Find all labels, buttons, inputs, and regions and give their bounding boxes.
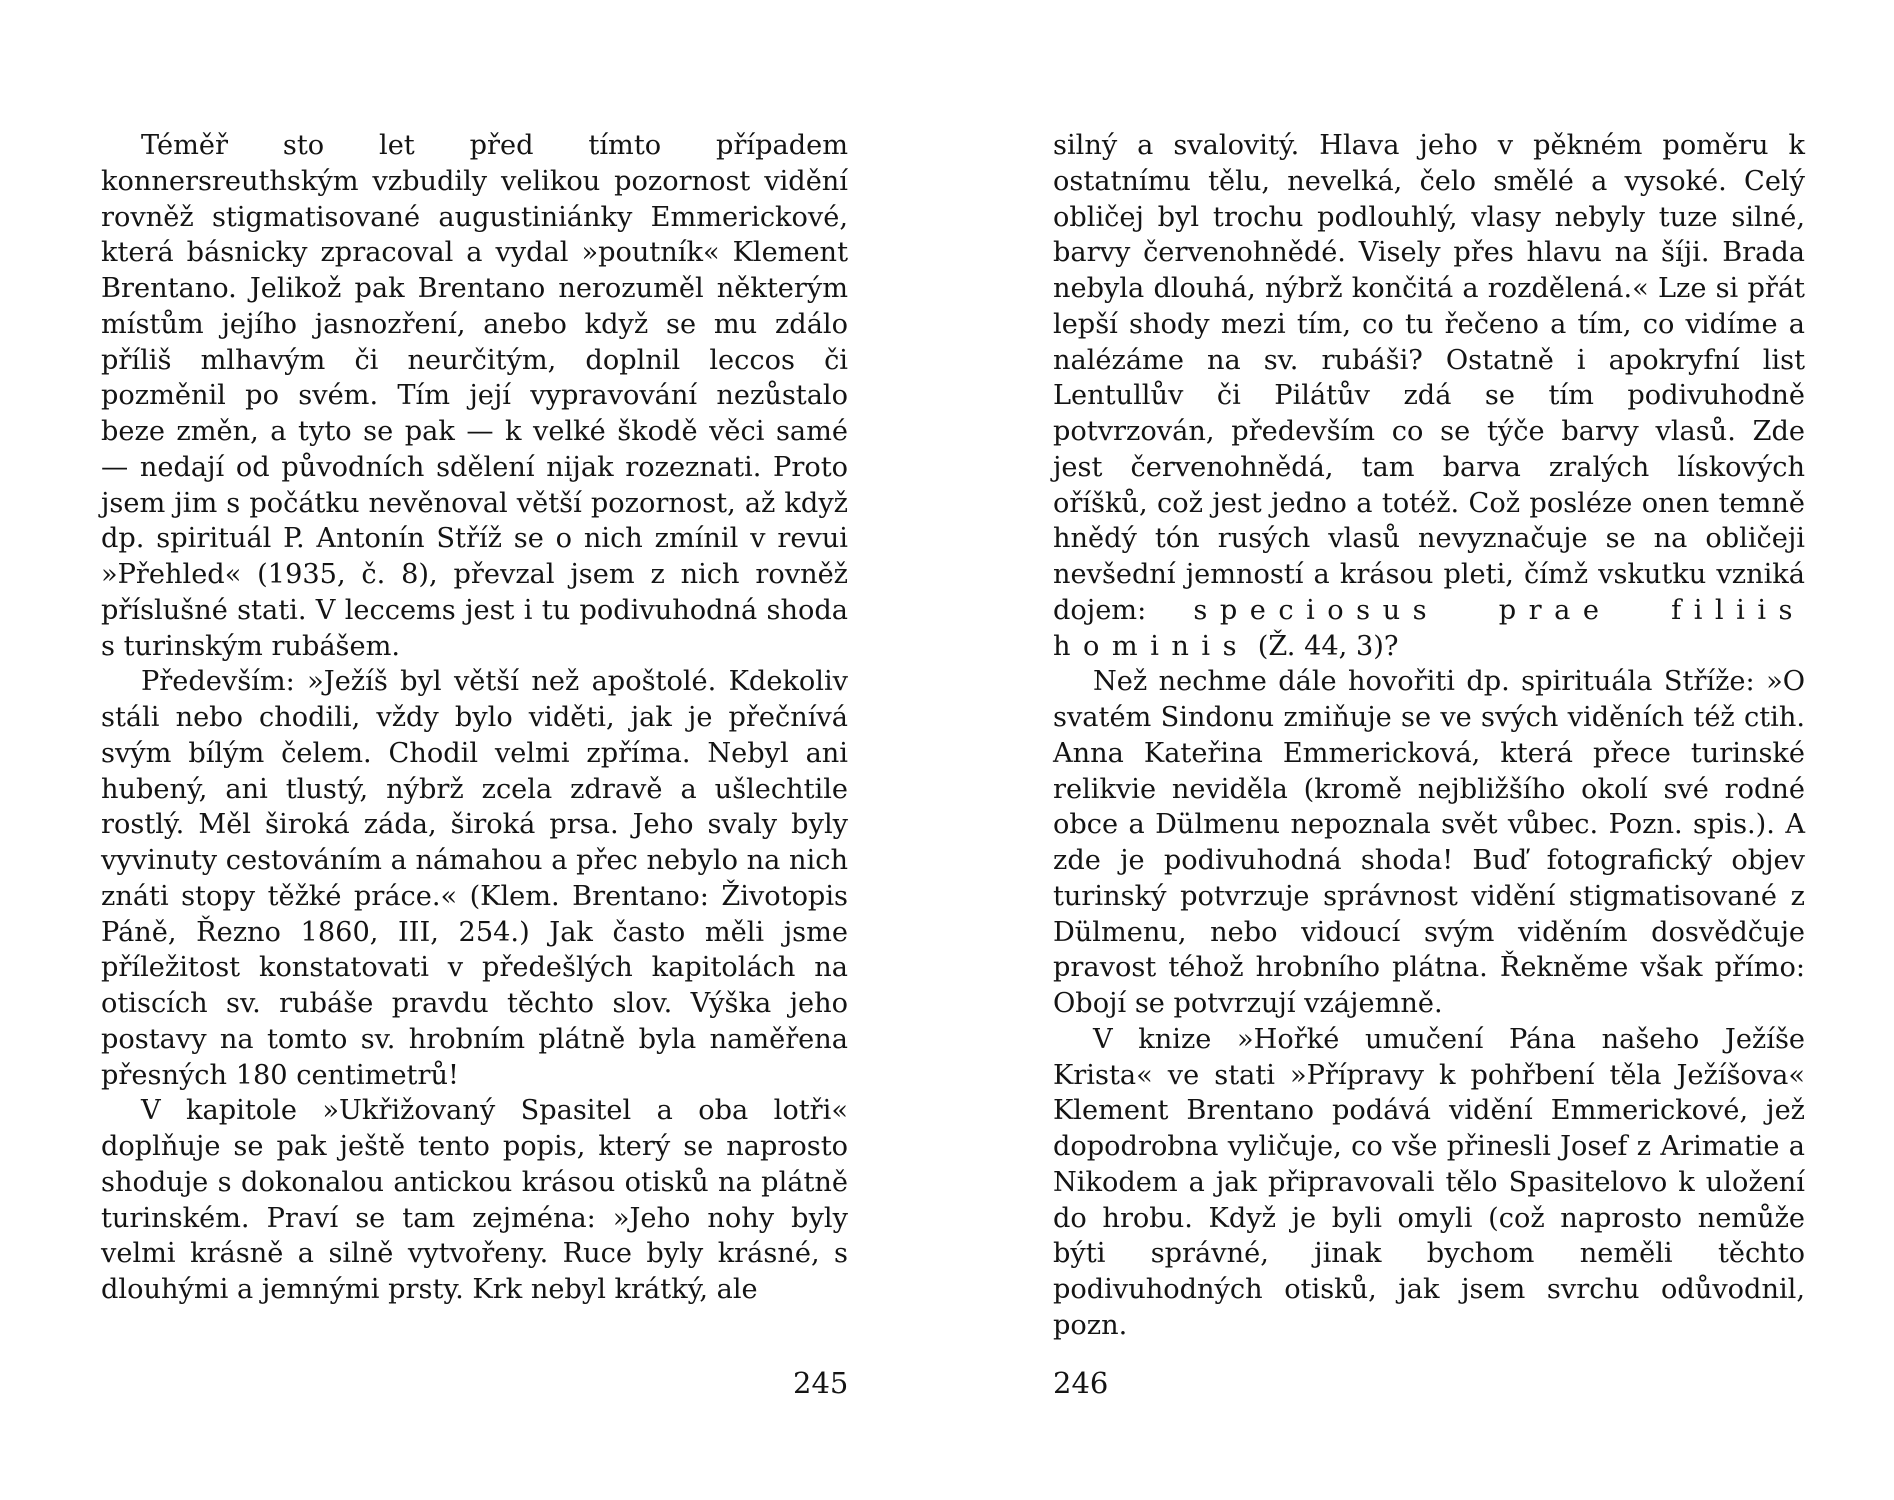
paragraph: V knize »Hořké umučení Pána našeho Ježíše Krista« ve stati »Přípravy k pohřbení těla Ježíšova« Klement Brentano podává vidění Emmerickové, jež dopodrobna vyličuje, co vše přinesli Josef z Arimatie a Nikodem a jak připravovali tělo Spasitelovo k uložení do hrobu. Když je byli omyli (což naprosto nemůže býti správné, jinak bychom neměli těchto podivuhodných otisků, jak jsem svrchu odůvodnil, pozn. bbox=[1053, 1023, 1805, 1341]
paragraph: Především: »Ježíš byl větší než apoštolé. Kdekoliv stáli nebo chodili, vždy bylo viděti, jak je přečnívá svým bílým čelem. Chodil velmi zpříma. Nebyl ani hubený, ani tlustý, nýbrž zcela zdravě a ušlechtile rostlý. Měl široká záda, široká prsa. Jeho svaly byly vyvinuty cestováním a námahou a přec nebylo na nich znáti stopy těžké práce.« (Klem. Brentano: Životopis Páně, Řezno 1860, III, 254.) Jak často měli jsme příležitost konstatovati v předešlých kapitolách na otiscích sv. rubáše pravdu těchto slov. Výška jeho postavy na tomto sv. hrobním plátně byla naměřena přesných 180 centimetrů! bbox=[101, 666, 848, 1091]
paragraph: Než nechme dále hovořiti dp. spirituála Stříže: »O svatém Sindonu zmiňuje se ve svých viděních též ctih. Anna Kateřina Emmericková, která přece turinské relikvie neviděla (kromě nejbližšího okolí své rodné obce a Dülmenu nepoznala svět vůbec. Pozn. spis.). A zde je podivuhodná shoda! Buď fotografický objev turinský potvrzuje správnost vidění stigmatisované z Dülmenu, nebo vidoucí svým viděním dosvědčuje pravost téhož hrobního plátna. Řekněme však přímo: Obojí se potvrzují vzájemně. bbox=[1053, 666, 1805, 1019]
right-page bbox=[1053, 128, 1805, 1344]
paragraph: Téměř sto let před tímto případem konnersreuthským vzbudily velikou pozornost vidění rovněž stigmatisované augustiniánky Emmerickové, která básnicky zpracoval a vydal »poutník« Klement Brentano. Jelikož pak Brentano nerozuměl některým místům jejího jasnozření, anebo když se mu zdálo příliš mlhavým či neurčitým, doplnil leccos či pozměnil po svém. Tím její vypravování nezůstalo beze změn, a tyto se pak — k velké škodě věci samé — nedají od původních sdělení nijak rozeznati. Proto jsem jim s počátku nevěnoval větší pozornost, až když dp. spirituál P. Antonín Stříž se o nich zmínil v revui »Přehled« (1935, č. 8), převzal jsem z nich rovněž příslušné stati. V leccems jest i tu podivuhodná shoda s turinským rubášem. bbox=[101, 130, 848, 662]
left-page-text bbox=[101, 128, 848, 1308]
paragraph: V kapitole »Ukřižovaný Spasitel a oba lotři« doplňuje se pak ještě tento popis, který se naprosto shoduje s dokonalou antickou krásou otisků na plátně turinském. Praví se tam zejména: »Jeho nohy byly velmi krásně a silně vytvořeny. Ruce byly krásné, s dlouhými a jemnými prsty. Krk nebyl krátký, ale bbox=[101, 1095, 848, 1305]
spaced-latin-quote: speciosus prae filiis hominis bbox=[1053, 594, 1805, 662]
paragraph-continued bbox=[1053, 128, 1805, 664]
citation: (Ž. 44, 3)? bbox=[1257, 630, 1399, 662]
page-number-left: 245 bbox=[793, 1366, 849, 1400]
left-page bbox=[101, 128, 848, 1308]
page-number-right: 246 bbox=[1053, 1366, 1109, 1400]
paragraph-text: silný a svalovitý. Hlava jeho v pěkném poměru k ostatnímu tělu, nevelká, čelo smělé a vysoké. Celý obličej byl trochu podlouhlý, vlasy nebyly tuze silné, barvy červenohnědé. Visely přes hlavu na šíji. Brada nebyla dlouhá, nýbrž končitá a rozdělená.« Lze si přát lepší shody mezi tím, co tu řečeno a tím, co vidíme a nalézáme na sv. rubáši? Ostatně i apokryfní list Lentullův či Pilátův zdá se tím podivuhodně potvrzován, především co se týče barvy vlasů. Zde jest červenohnědá, tam barva zralých lískových oříšků, což jest jedno a totéž. Což posléze onen temně hnědý tón rusých vlasů nevyznačuje se na obličeji nevšední jemností a krásou pleti, čímž vskutku vzniká dojem: bbox=[1053, 130, 1805, 626]
right-page-text bbox=[1053, 128, 1805, 1344]
